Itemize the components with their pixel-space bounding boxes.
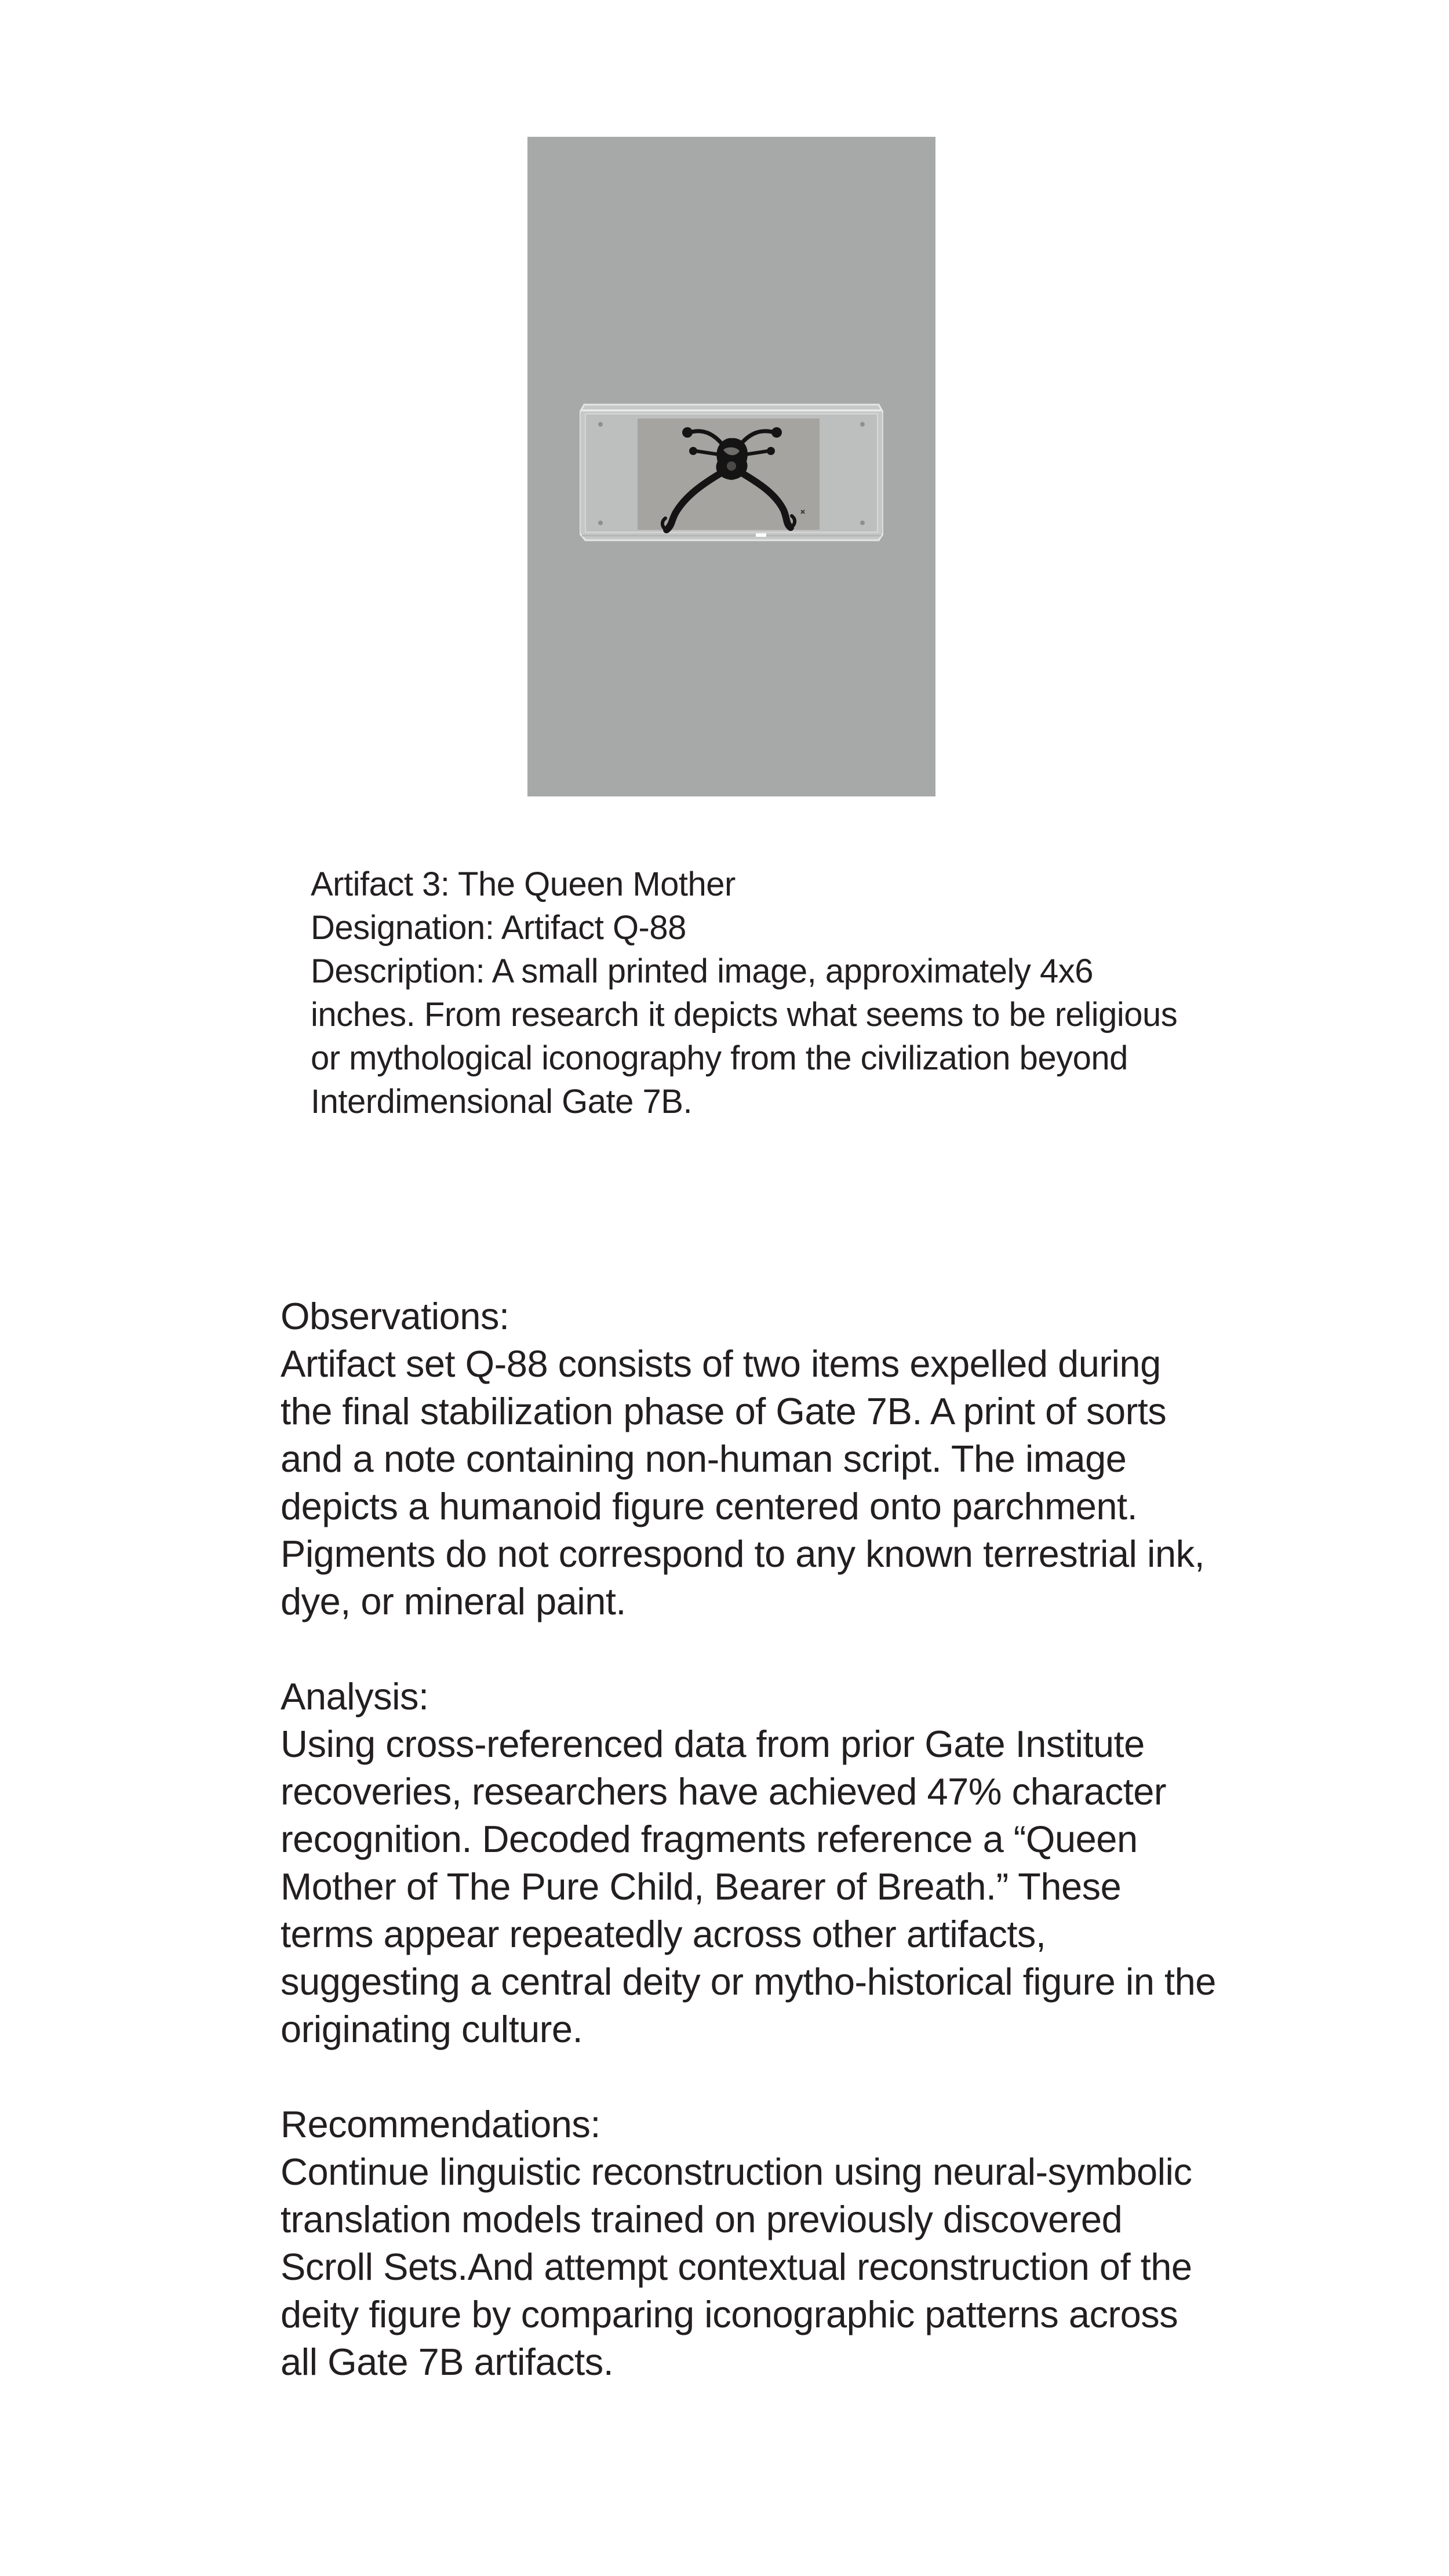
observations-body: Artifact set Q-88 consists of two items expelled during the final stabilization phase of Gate 7B. A print of sorts and a note containing non-human script. The image depicts a humanoid figure centered onto parchment. Pigments do not correspond to any known terrestrial ink, dye, or mineral paint. — [281, 1342, 1205, 1622]
artifact-designation: Designation: Artifact Q-88 — [311, 909, 686, 947]
artifact-description: Description: A small printed image, approximately 4x6 inches. From research it depicts what seems to be religious or mythological iconography from the civilization beyond Interdimensional Gate 7B. — [311, 952, 1178, 1120]
artifact-caption — [311, 863, 1180, 1123]
analysis-heading: Analysis: — [281, 1675, 429, 1718]
recommendations-section — [281, 2101, 1219, 2386]
artifact-photo — [527, 137, 935, 796]
analysis-body: Using cross-referenced data from prior Gate Institute recoveries, researchers have achieved 47% character recognition. Decoded fragments reference a “Queen Mother of The Pure Child, Bearer of Breath.” These terms appear repeatedly across other artifacts, suggesting a central deity or mytho-historical figure in the originating culture. — [281, 1723, 1216, 2050]
research-report — [281, 1293, 1219, 2433]
observations-section — [281, 1293, 1219, 1625]
display-case — [580, 396, 883, 543]
recommendations-body: Continue linguistic reconstruction using neural-symbolic translation models trained on previously discovered Scroll Sets.And attempt contextual reconstruction of the deity figure by comparing iconographic patterns across all Gate 7B artifacts. — [281, 2151, 1192, 2383]
analysis-section — [281, 1673, 1219, 2053]
recommendations-heading: Recommendations: — [281, 2103, 600, 2145]
observations-heading: Observations: — [281, 1295, 509, 1337]
queen-mother-print-image — [580, 396, 883, 543]
artifact-title: Artifact 3: The Queen Mother — [311, 865, 736, 903]
